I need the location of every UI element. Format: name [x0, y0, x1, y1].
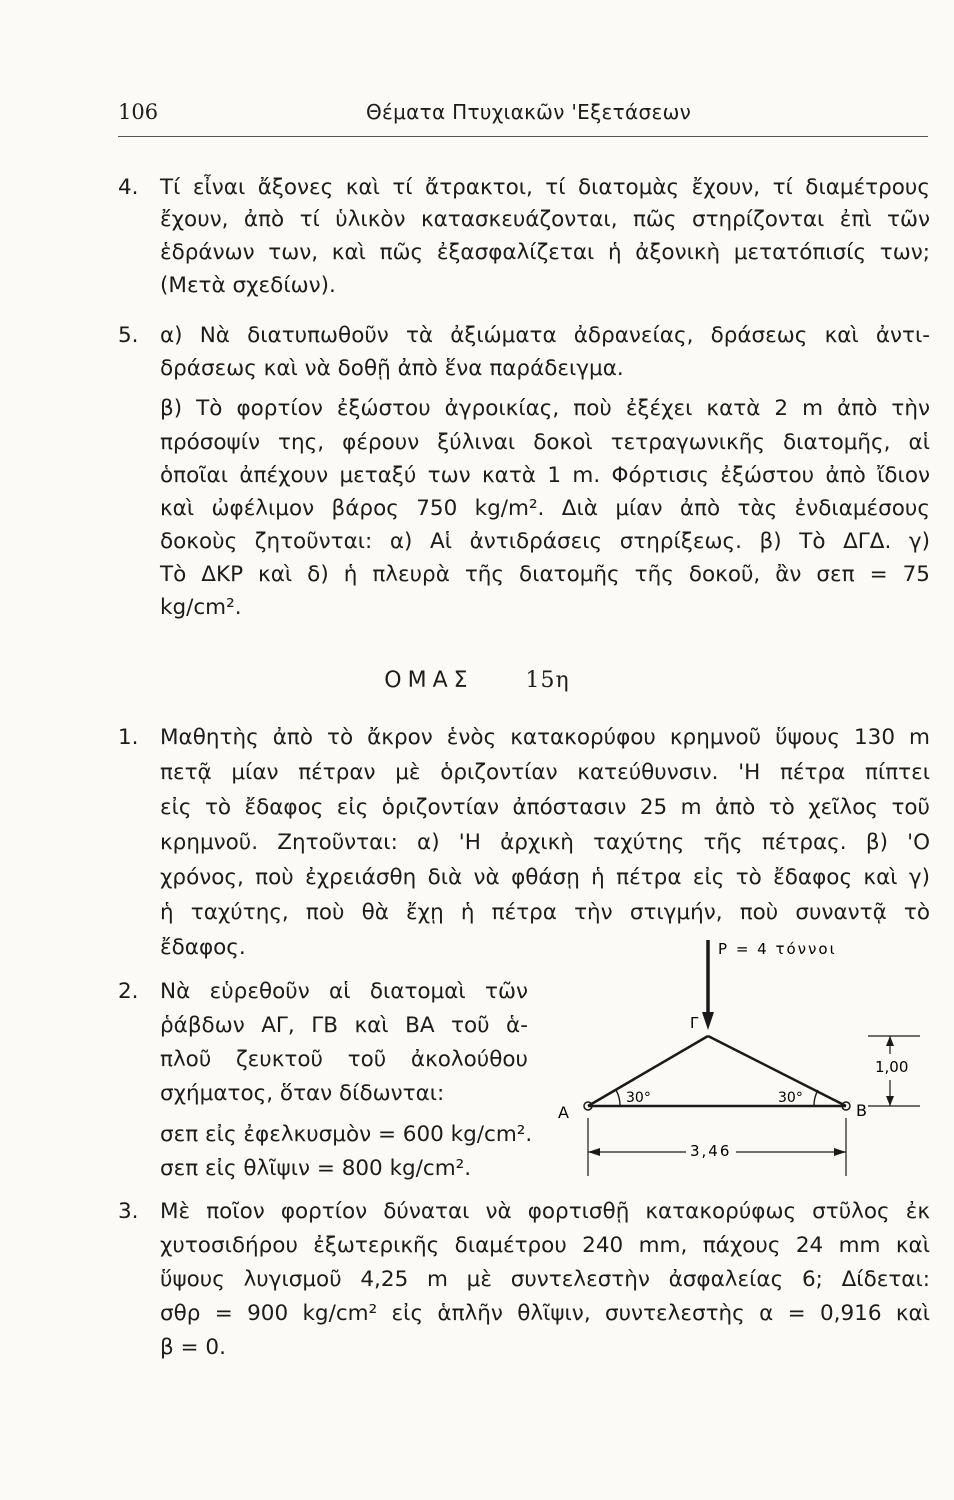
load-arrow-head: [702, 1012, 714, 1030]
text-line: ἑδράνων των, καὶ πῶς ἐξασφαλίζεται ἡ ἀξονικὴ μετατόπισίς των;: [160, 240, 930, 265]
text-line: Μαθητὴς ἀπὸ τὸ ἄκρον ἑνὸς κατακορύφου κρημνοῦ ὕψους 130 m: [160, 725, 930, 750]
text-line: κρημνοῦ. Ζητοῦνται: α) 'Η ἀρχικὴ ταχύτης τῆς πέτρας. β) 'Ο: [160, 830, 930, 855]
node-left-label: Α: [558, 1103, 569, 1122]
text-line: ὕψους λυγισμοῦ 4,25 m μὲ συντελεστὴν ἀσφαλείας 6; Δίδεται:: [160, 1267, 930, 1292]
height-arrow-bottom: [886, 1096, 894, 1106]
text-line: εἰς τὸ ἔδαφος εἰς ὁριζοντίαν ἀπόστασιν 25 m ἀπὸ τὸ χεῖλος τοῦ: [160, 795, 930, 820]
text-line: Μὲ ποῖον φορτίον δύναται νὰ φορτισθῇ κατακορύφως στῦλος ἐκ: [160, 1199, 930, 1224]
text-line: πρόσοψίν της, φέρουν ξύλιναι δοκοὶ τετραγωνικῆς διατομῆς, αἱ: [160, 430, 930, 455]
text-line: (Μετὰ σχεδίων).: [160, 273, 336, 298]
text-line: χρόνος, ποὺ ἐχρειάσθη διὰ νὰ φθάσῃ ἡ πέτρα εἰς τὸ ἔδαφος καὶ γ): [160, 865, 930, 890]
text-line: δοκοὺς ζητοῦνται: α) Αἱ ἀντιδράσεις στηρίξεως. β) Τὸ ΔΓΔ. γ): [160, 529, 930, 554]
text-line: χυτοσιδήρου ἐξωτερικῆς διαμέτρου 240 mm, πάχους 24 mm καὶ: [160, 1233, 930, 1258]
truss-diagram: [540, 930, 940, 1190]
text-line: Νὰ εὑρεθοῦν αἱ διατομαὶ τῶν: [160, 979, 528, 1004]
height-arrow-top: [886, 1036, 894, 1046]
text-line: πετᾷ μίαν πέτραν μὲ ὁριζοντίαν κατεύθυνσιν. 'Η πέτρα πίπτει: [160, 760, 930, 785]
text-line: β = 0.: [160, 1335, 226, 1360]
node-top-label: Γ: [690, 1014, 699, 1032]
text-line: Τὸ ΔΚΡ καὶ δ) ἡ πλευρὰ τῆς διατομῆς τῆς δοκοῦ, ἂν σεπ = 75: [160, 562, 930, 587]
member-cb: [708, 1036, 846, 1106]
tension-line: [160, 1119, 532, 1152]
text-line: ἔχουν, ἀπὸ τί ὑλικὸν κατασκευάζονται, πῶς στηρίζονται ἐπὶ τῶν: [160, 207, 930, 232]
stress-symbol: σεπ: [160, 1122, 199, 1147]
text-line: ἔδαφος.: [160, 935, 246, 960]
compression-line: [160, 1153, 471, 1186]
group-number: 15η: [525, 668, 570, 693]
problem-number: 2.: [118, 979, 139, 1004]
span-label: 3,46: [690, 1142, 732, 1160]
text-line: σχήματος, ὅταν δίδωνται:: [160, 1081, 445, 1106]
page-header: [118, 100, 928, 137]
text-line: πλοῦ ζευκτοῦ τοῦ ἀκολούθου: [160, 1047, 528, 1072]
group-label: ΟΜΑΣ: [384, 668, 474, 693]
angle-arc-right: [814, 1090, 818, 1106]
span-arrow-right: [834, 1148, 846, 1156]
text-line: καὶ ὠφέλιμον βάρος 750 kg/m². Διὰ μίαν ἀπὸ τὰς ἐνδιαμέσους: [160, 496, 930, 521]
text-line: σθρ = 900 kg/cm² εἰς ἁπλῆν θλῖψιν, συντελεστὴς α = 0,916 καὶ: [160, 1301, 930, 1326]
problem-number: 3.: [118, 1199, 139, 1224]
compression-value: εἰς θλῖψιν = 800 kg/cm².: [205, 1156, 472, 1181]
group-heading: [0, 668, 954, 693]
angle-left-label: 30°: [626, 1090, 651, 1106]
question-number: 5.: [118, 323, 139, 348]
text-line: kg/cm².: [160, 595, 242, 620]
tension-value: εἰς ἐφελκυσμὸν = 600 kg/cm².: [205, 1122, 533, 1147]
text-line: ἡ ταχύτης, ποὺ θὰ ἔχῃ ἡ πέτρα τὴν στιγμήν, ποὺ συναντᾷ τὸ: [160, 900, 930, 925]
text-line: ῥάβδων ΑΓ, ΓΒ καὶ ΒΑ τοῦ ἁ-: [160, 1013, 528, 1038]
stress-symbol: σεπ: [160, 1156, 199, 1181]
node-right-label: Β: [856, 1101, 867, 1120]
text-line: β) Τὸ φορτίον ἐξώστου ἀγροικίας, ποὺ ἐξέχει κατὰ 2 m ἀπὸ τὴν: [160, 396, 930, 421]
span-arrow-left: [588, 1148, 600, 1156]
angle-right-label: 30°: [778, 1090, 803, 1106]
page-number: 106: [118, 100, 159, 124]
running-title: Θέματα Πτυχιακῶν 'Εξετάσεων: [366, 100, 692, 124]
height-label: 1,00: [875, 1058, 909, 1076]
text-line: α) Νὰ διατυπωθοῦν τὰ ἀξιώματα ἀδρανείας, δράσεως καὶ ἀντι-: [160, 323, 930, 348]
text-line: δράσεως καὶ νὰ δοθῇ ἀπὸ ἕνα παράδειγμα.: [160, 356, 624, 381]
text-line: ὁποῖαι ἀπέχουν μεταξύ των κατὰ 1 m. Φόρτισις ἐξώστου ἀπὸ ἴδιον: [160, 463, 930, 488]
load-label: P = 4 τόννοι: [718, 940, 837, 958]
question-number: 4.: [118, 175, 139, 200]
problem-number: 1.: [118, 725, 139, 750]
text-line: Τί εἶναι ἄξονες καὶ τί ἄτρακτοι, τί διατομὰς ἔχουν, τί διαμέτρους: [160, 175, 930, 200]
angle-arc-left: [616, 1090, 620, 1106]
